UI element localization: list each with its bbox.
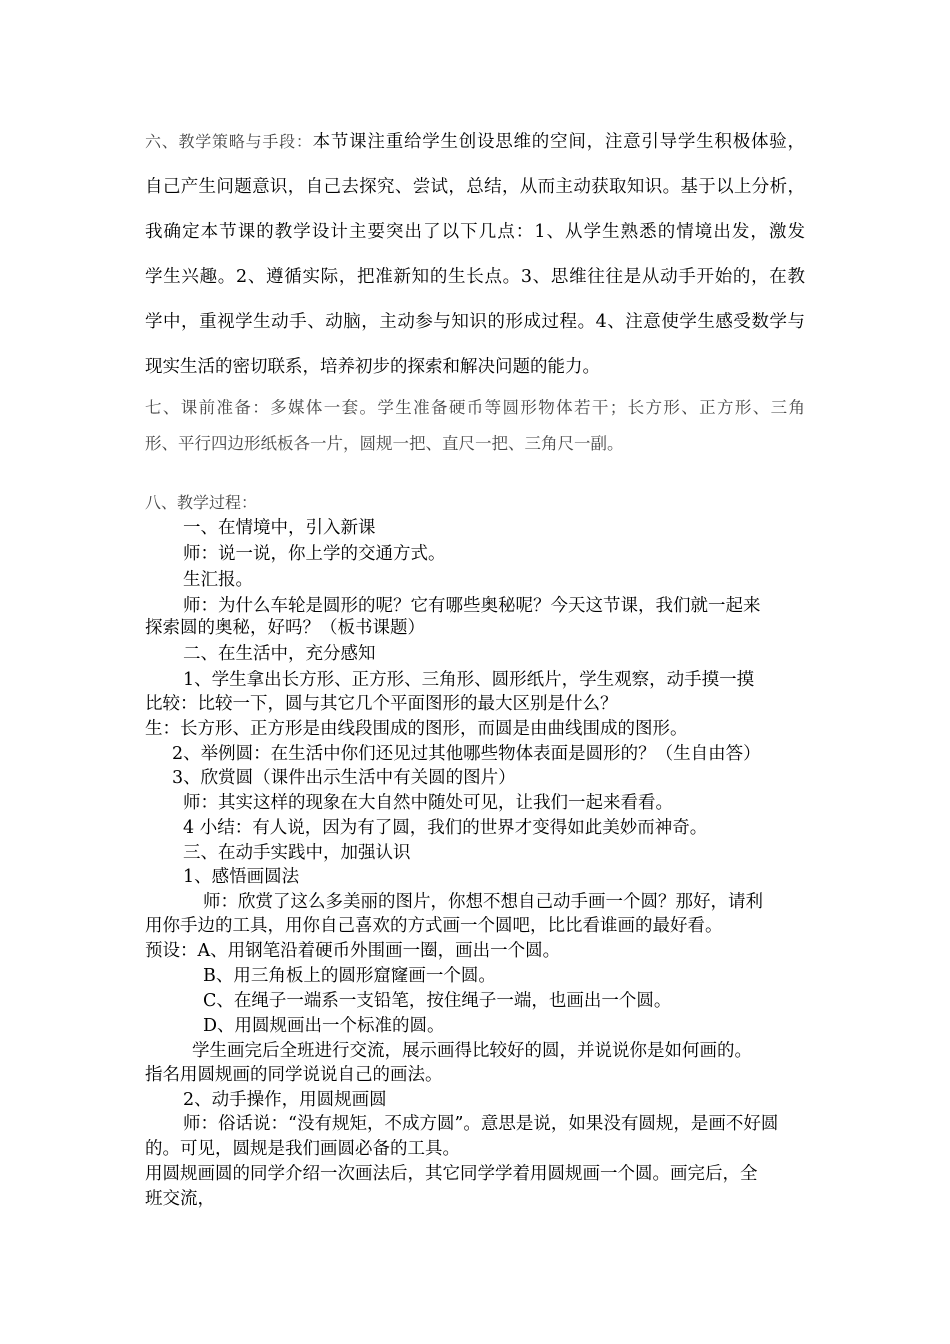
section8-line-25: 师：俗话说：“没有规矩，不成方圆”。意思是说，如果没有圆规，是画不好圆 [183,1114,779,1134]
section8-line-5: 探索圆的奥秘，好吗？（板书课题） [145,618,425,638]
section6-line-5: 学中，重视学生动手、动脑，主动参与知识的形成过程。4、注意使学生感受数学与 [145,312,805,332]
section8-line-19: B、用三角板上的圆形窟窿画一个圆。 [203,966,496,986]
section6-line-1 [145,128,805,153]
section8-line-20: C、在绳子一端系一支铅笔，按住绳子一端，也画出一个圆。 [203,991,672,1011]
section8-line-4: 师：为什么车轮是圆形的呢？它有哪些奥秘呢？今天这节课，我们就一起来 [183,596,761,616]
section8-line-14: 三、在动手实践中，加强认识 [183,843,411,863]
section8-line-22: 学生画完后全班进行交流，展示画得比较好的圆，并说说你是如何画的。 [192,1041,752,1061]
section7-line-1: 七、课前准备：多媒体一套。学生准备硬币等圆形物体若干；长方形、正方形、三角 [145,398,805,417]
section8-line-21: D、用圆规画出一个标准的圆。 [203,1016,445,1036]
section8-line-18: 预设：A、用钢笔沿着硬币外围画一圈，画出一个圆。 [145,941,561,961]
section7-line-2: 形、平行四边形纸板各一片，圆规一把、直尺一把、三角尺一副。 [145,434,624,453]
section8-line-10: 2、举例圆：在生活中你们还见过其他哪些物体表面是圆形的？（生自由答） [172,744,761,764]
section6-line-2: 自己产生问题意识，自己去探究、尝试，总结，从而主动获取知识。基于以上分析， [145,177,805,197]
section8-line-12: 师：其实这样的现象在大自然中随处可见，让我们一起来看看。 [183,793,673,813]
section8-line-7: 1、学生拿出长方形、正方形、三角形、圆形纸片，学生观察，动手摸一摸 [183,670,755,690]
section6-line-3: 我确定本节课的教学设计主要突出了以下几点：1、从学生熟悉的情境出发，激发 [145,222,805,242]
section8-heading: 八、教学过程： [145,493,258,512]
section8-line-24: 2、动手操作，用圆规画圆 [183,1090,387,1110]
section8-line-23: 指名用圆规画的同学说说自己的画法。 [145,1065,443,1085]
section8-line-8: 比较：比较一下，圆与其它几个平面图形的最大区别是什么？ [145,694,618,714]
section6-line-6: 现实生活的密切联系，培养初步的探索和解决问题的能力。 [145,357,600,377]
section8-line-16: 师：欣赏了这么多美丽的图片，你想不想自己动手画一个圆？那好，请利 [203,892,763,912]
section8-line-6: 二、在生活中，充分感知 [183,644,376,664]
section8-line-9: 生：长方形、正方形是由线段围成的图形，而圆是由曲线围成的图形。 [145,719,688,739]
section8-line-2: 师：说一说，你上学的交通方式。 [183,544,446,564]
section8-line-11: 3、欣赏圆（课件出示生活中有关圆的图片） [172,768,516,788]
section8-line-13: 4 小结：有人说，因为有了圆，我们的世界才变得如此美妙而神奇。 [183,818,708,838]
section8-line-3: 生汇报。 [183,570,253,590]
section8-line-15: 1、感悟画圆法 [183,867,300,887]
section6-line-4: 学生兴趣。2、遵循实际，把准新知的生长点。3、思维往往是从动手开始的，在教 [145,267,805,287]
section8-line-26: 的。可见，圆规是我们画圆必备的工具。 [145,1139,460,1159]
section6-heading: 六、教学策略与手段： [145,132,313,151]
section6-line-1-text: 本节课注重给学生创设思维的空间，注意引导学生积极体验， [312,132,805,152]
section8-line-27: 用圆规画圆的同学介绍一次画法后，其它同学学着用圆规画一个圆。画完后，全 [145,1164,758,1184]
section8-line-1: 一、在情境中，引入新课 [183,518,376,538]
section8-line-17: 用你手边的工具，用你自己喜欢的方式画一个圆吧，比比看谁画的最好看。 [145,916,723,936]
section8-line-28: 班交流， [145,1189,215,1209]
